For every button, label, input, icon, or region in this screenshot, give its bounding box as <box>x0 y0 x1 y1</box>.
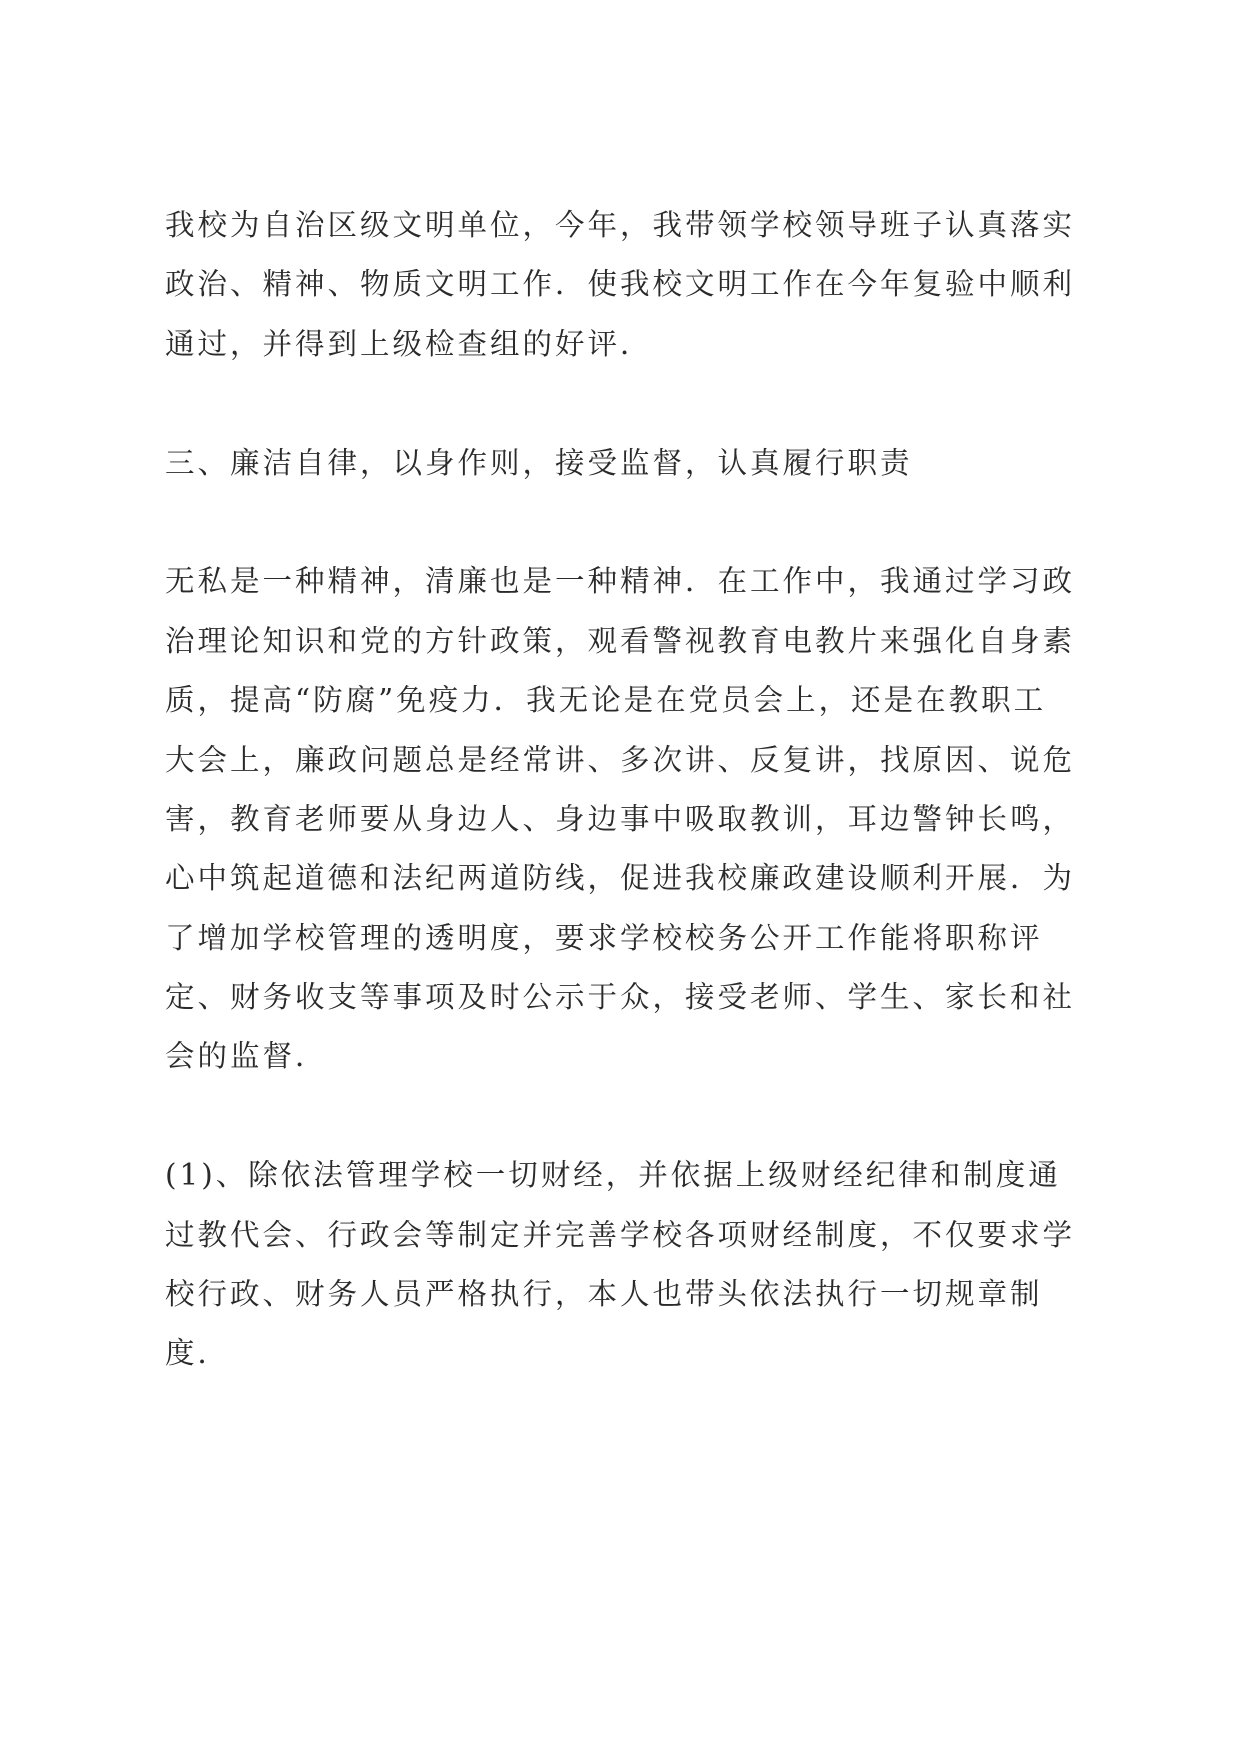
text-line: 我校为自治区级文明单位，今年，我带领学校领导班子认真落实 <box>165 208 1076 242</box>
paragraph-integrity <box>165 552 1095 1087</box>
text-line: 通过，并得到上级检查组的好评． <box>165 326 653 361</box>
section-heading <box>165 434 1095 493</box>
text-line: 心中筑起道德和法纪两道防线，促进我校廉政建设顺利开展．为 <box>165 861 1076 896</box>
paragraph-civilization-unit <box>165 196 1095 374</box>
text-line: 害，教育老师要从身边人、身边事中吸取教训，耳边警钟长鸣， <box>165 801 1076 836</box>
paragraph-spacer <box>165 374 1095 433</box>
text-line: 无私是一种精神，清廉也是一种精神．在工作中，我通过学习政 <box>165 564 1076 599</box>
text-line: 大会上，廉政问题总是经常讲、多次讲、反复讲，找原因、说危 <box>165 742 1076 777</box>
text-line: 政治、精神、物质文明工作．使我校文明工作在今年复验中顺利 <box>165 267 1076 302</box>
text-line: 质，提高“防腐”免疫力．我无论是在党员会上，还是在教职工 <box>165 683 1047 718</box>
text-line: 定、财务收支等事项及时公示于众，接受老师、学生、家长和社 <box>165 980 1076 1015</box>
heading-line: 三、廉洁自律，以身作则，接受监督，认真履行职责 <box>165 445 913 480</box>
paragraph-spacer <box>165 1087 1095 1146</box>
text-line: 过教代会、行政会等制定并完善学校各项财经制度，不仅要求学 <box>165 1217 1076 1252</box>
text-line: 校行政、财务人员严格执行，本人也带头依法执行一切规章制 <box>165 1277 1043 1312</box>
text-line: 治理论知识和党的方针政策，观看警视教育电教片来强化自身素 <box>165 623 1076 658</box>
text-line: (1)、除依法管理学校一切财经，并依据上级财经纪律和制度通 <box>165 1158 1061 1193</box>
text-line: 度． <box>165 1336 231 1371</box>
text-line: 会的监督． <box>165 1039 328 1074</box>
document-body <box>165 196 1095 1384</box>
paragraph-finance-item-1 <box>165 1146 1095 1384</box>
paragraph-spacer <box>165 493 1095 552</box>
text-line: 了增加学校管理的透明度，要求学校校务公开工作能将职称评 <box>165 920 1043 955</box>
